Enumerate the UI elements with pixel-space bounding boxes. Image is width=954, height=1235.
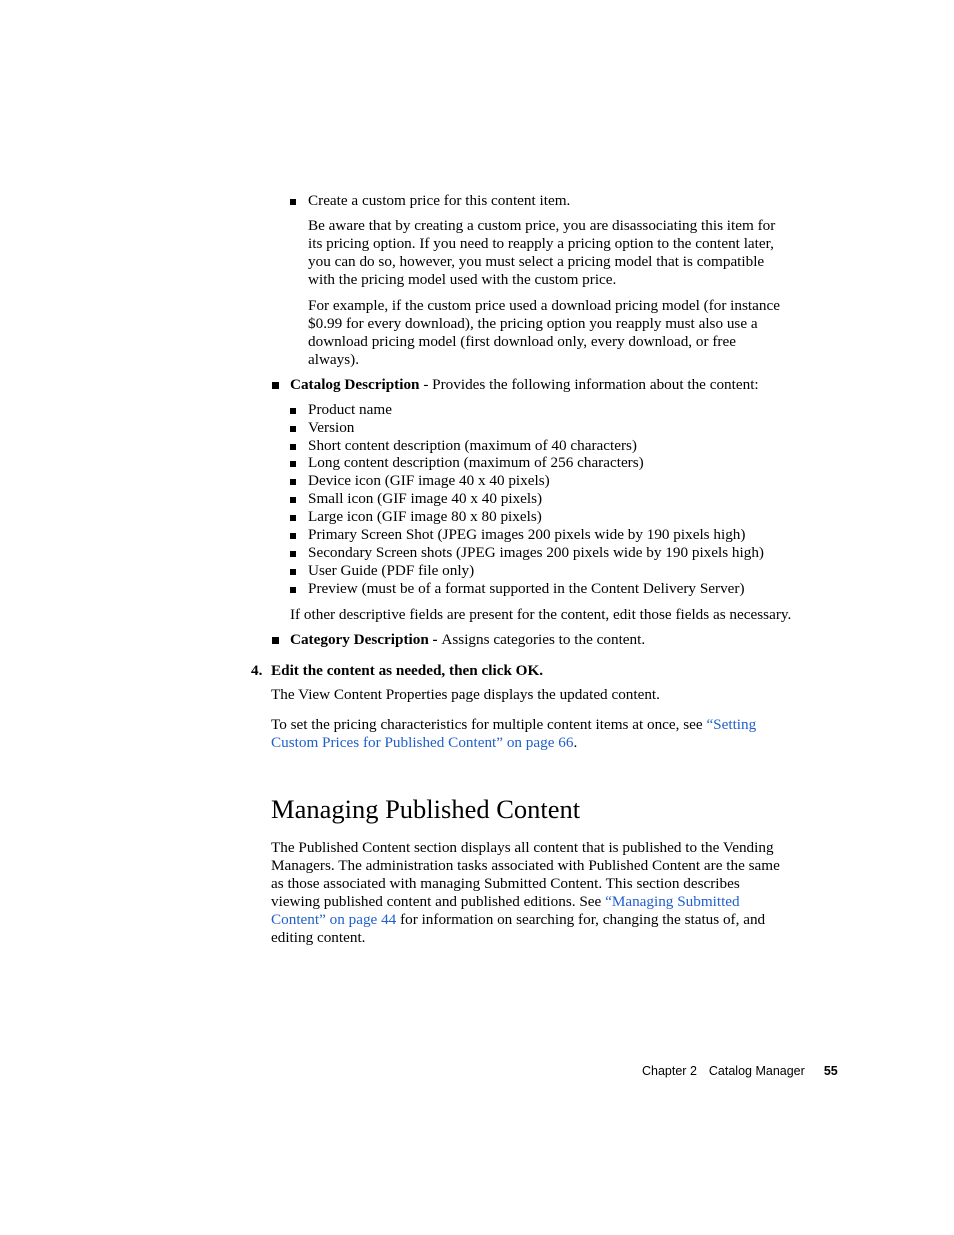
section-heading: Managing Published Content bbox=[271, 794, 581, 824]
text-line: Be aware that by creating a custom price, you are disassociating this item for bbox=[308, 217, 776, 234]
custom-price-paragraph-1 bbox=[308, 217, 775, 289]
footer-title: Catalog Manager bbox=[708, 1064, 805, 1078]
term-catalog-description: Catalog Description bbox=[290, 376, 420, 393]
list-item: Device icon (GIF image 40 x 40 pixels) bbox=[308, 472, 550, 489]
catalog-description-note: If other descriptive fields are present for the content, edit those fields as necessary. bbox=[290, 606, 792, 623]
bullet-square-icon bbox=[290, 533, 296, 539]
step-see-paragraph bbox=[271, 716, 756, 752]
text-line bbox=[271, 716, 756, 734]
step-number: 4. bbox=[251, 662, 263, 679]
bullet-square-icon bbox=[290, 515, 296, 521]
text-line: Managers. The administration tasks associated with Published Content are the same bbox=[271, 857, 780, 874]
custom-price-paragraph-2 bbox=[308, 297, 780, 369]
list-item: Small icon (GIF image 40 x 40 pixels) bbox=[308, 490, 543, 507]
list-item: Long content description (maximum of 256 characters) bbox=[308, 454, 644, 471]
category-description-text: Assigns categories to the content. bbox=[441, 631, 646, 648]
bullet-square-icon bbox=[290, 551, 296, 557]
text-line bbox=[271, 734, 756, 752]
page-footer bbox=[642, 1064, 838, 1078]
list-item-category-description bbox=[290, 631, 645, 649]
catalog-description-text: - Provides the following information about the content: bbox=[419, 376, 759, 393]
bullet-square-icon bbox=[290, 408, 296, 414]
list-item: User Guide (PDF file only) bbox=[308, 562, 475, 579]
bullet-square-icon bbox=[290, 497, 296, 503]
text-line: editing content. bbox=[271, 929, 366, 946]
list-item: Product name bbox=[308, 401, 392, 418]
text-line: The Published Content section displays all content that is published to the Vending bbox=[271, 839, 774, 856]
bullet-square-icon bbox=[290, 426, 296, 432]
text-line bbox=[271, 911, 780, 929]
see-suffix: . bbox=[573, 734, 578, 751]
list-item: Primary Screen Shot (JPEG images 200 pixels wide by 190 pixels high) bbox=[308, 526, 746, 543]
link-setting-custom-prices[interactable]: “Setting bbox=[706, 716, 757, 733]
text-line: you can do so, however, you must select a pricing model that is compatible bbox=[308, 253, 765, 270]
list-item: Secondary Screen shots (JPEG images 200 pixels wide by 190 pixels high) bbox=[308, 544, 764, 561]
bullet-square-icon bbox=[290, 199, 296, 205]
text-line: always). bbox=[308, 351, 360, 368]
text-line: as those associated with managing Submitted Content. This section describes bbox=[271, 875, 740, 892]
bullet-square-icon bbox=[272, 382, 279, 389]
link-managing-submitted-content[interactable]: “Managing Submitted bbox=[605, 893, 740, 910]
section-paragraph bbox=[271, 839, 780, 947]
text-line: $0.99 for every download), the pricing option you reapply must also use a bbox=[308, 315, 758, 332]
term-category-description: Category Description - bbox=[290, 631, 442, 648]
line4-prefix: viewing published content and published editions. See bbox=[271, 893, 606, 910]
footer-chapter: Chapter 2 bbox=[642, 1064, 697, 1078]
list-item: Short content description (maximum of 40 characters) bbox=[308, 437, 637, 454]
link-setting-custom-prices-cont[interactable]: Custom Prices for Published Content” on page 66 bbox=[271, 734, 574, 751]
page-number: 55 bbox=[823, 1064, 838, 1078]
step-text: Edit the content as needed, then click OK. bbox=[271, 662, 544, 679]
see-prefix: To set the pricing characteristics for multiple content items at once, see bbox=[271, 716, 707, 733]
list-item-catalog-description bbox=[290, 376, 759, 394]
text-line: with the pricing model used with the custom price. bbox=[308, 271, 617, 288]
step-result: The View Content Properties page displays the updated content. bbox=[271, 686, 660, 703]
text-line bbox=[271, 893, 780, 911]
bullet-square-icon bbox=[290, 569, 296, 575]
bullet-square-icon bbox=[272, 637, 279, 644]
bullet-square-icon bbox=[290, 461, 296, 467]
list-item-custom-price: Create a custom price for this content item. bbox=[308, 192, 571, 209]
list-item: Version bbox=[308, 419, 355, 436]
bullet-square-icon bbox=[290, 587, 296, 593]
text-line: For example, if the custom price used a download pricing model (for instance bbox=[308, 297, 780, 314]
bullet-square-icon bbox=[290, 444, 296, 450]
list-item: Preview (must be of a format supported in the Content Delivery Server) bbox=[308, 580, 745, 597]
line5-suffix: for information on searching for, changing the status of, and bbox=[396, 911, 766, 928]
bullet-square-icon bbox=[290, 479, 296, 485]
text-line: download pricing model (first download only, every download, or free bbox=[308, 333, 736, 350]
list-item: Large icon (GIF image 80 x 80 pixels) bbox=[308, 508, 542, 525]
text-line: its pricing option. If you need to reapply a pricing option to the content later, bbox=[308, 235, 774, 252]
link-managing-submitted-content-cont[interactable]: Content” on page 44 bbox=[271, 911, 397, 928]
